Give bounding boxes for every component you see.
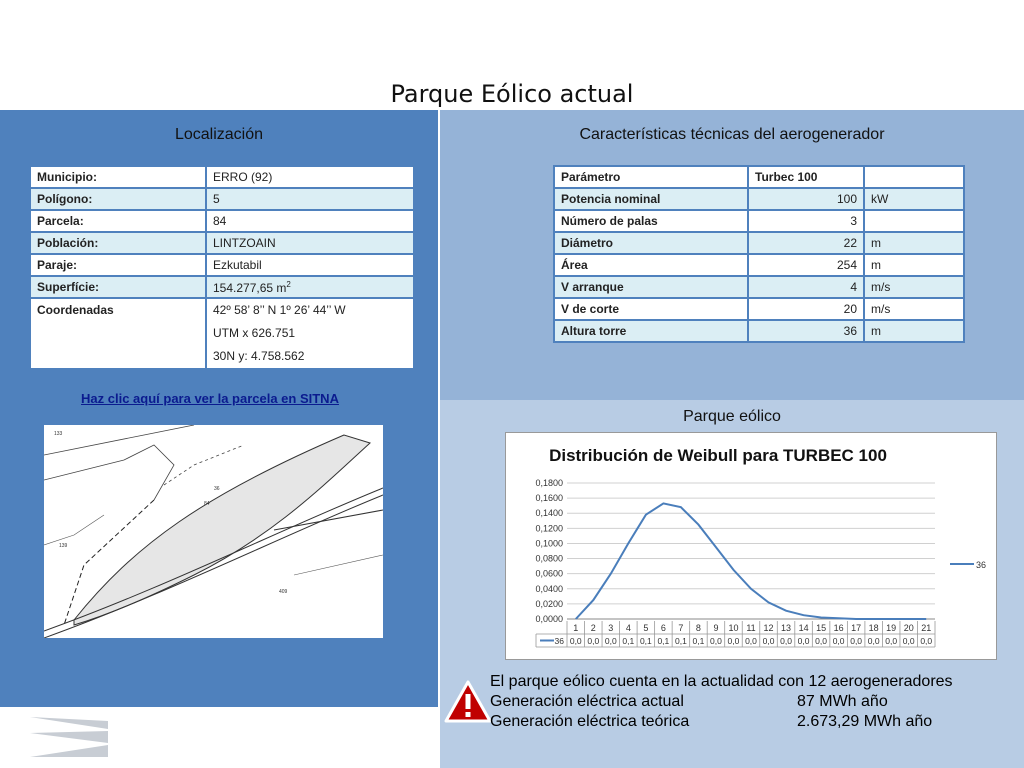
x-category-label: 2 bbox=[590, 623, 596, 633]
caracteristicas-panel bbox=[440, 110, 1024, 400]
table-value-label: 0,1 bbox=[692, 636, 705, 646]
header-param: Parámetro bbox=[554, 166, 748, 188]
table-row bbox=[554, 188, 964, 210]
table-row bbox=[30, 210, 414, 232]
table-header-row bbox=[554, 166, 964, 188]
x-category-label: 13 bbox=[781, 623, 792, 633]
table-value-label: 0,0 bbox=[885, 636, 898, 646]
map-label: 139 bbox=[59, 543, 68, 549]
table-row bbox=[30, 276, 414, 298]
x-category-label: 14 bbox=[798, 623, 809, 633]
y-tick-label: 0,1600 bbox=[535, 493, 563, 504]
x-category-label: 11 bbox=[746, 623, 756, 633]
coord-line: UTM x 626.751 bbox=[213, 326, 296, 340]
table-value-label: 0,0 bbox=[832, 636, 845, 646]
table-value-label: 0,0 bbox=[850, 636, 863, 646]
map-label: 409 bbox=[279, 589, 288, 595]
y-tick-label: 0,0800 bbox=[535, 553, 563, 564]
cell-unit bbox=[864, 210, 964, 232]
page-title: Parque Eólico actual bbox=[390, 80, 634, 108]
info-value: 2.673,29 MWh año bbox=[797, 713, 933, 730]
cell-label: Parcela: bbox=[30, 210, 206, 232]
table-row bbox=[30, 232, 414, 254]
cell-unit: m/s bbox=[864, 298, 964, 320]
y-tick-label: 0,0000 bbox=[535, 614, 563, 624]
x-category-label: 17 bbox=[851, 623, 862, 633]
cell-value: LINTZOAIN bbox=[206, 232, 414, 254]
table-row bbox=[30, 298, 414, 369]
cell-param: Área bbox=[554, 254, 748, 276]
coord-line: 42º 58’ 8’’ N 1º 26’ 44’’ W bbox=[213, 303, 346, 317]
table-value-label: 0,1 bbox=[622, 636, 635, 646]
table-value-label: 0,0 bbox=[727, 636, 740, 646]
header-model: Turbec 100 bbox=[748, 166, 864, 188]
table-value-label: 0,0 bbox=[569, 636, 582, 646]
table-value-label: 0,0 bbox=[587, 636, 600, 646]
map-label: 133 bbox=[54, 431, 63, 437]
cell-value: 36 bbox=[748, 320, 864, 342]
cell-param: Número de palas bbox=[554, 210, 748, 232]
parque-title: Parque eólico bbox=[683, 408, 781, 425]
sitna-link[interactable]: Haz clic aquí para ver la parcela en SITNA bbox=[81, 391, 339, 406]
info-line-1: El parque eólico cuenta en la actualidad con 12 aerogeneradores bbox=[490, 673, 953, 690]
cell-value: 3 bbox=[748, 210, 864, 232]
y-tick-label: 0,0400 bbox=[535, 583, 563, 594]
cell-unit: m bbox=[864, 254, 964, 276]
x-category-label: 5 bbox=[643, 623, 649, 633]
info-row bbox=[490, 693, 888, 711]
table-row bbox=[554, 276, 964, 298]
series-line-36 bbox=[576, 503, 926, 619]
table-value-label: 0,0 bbox=[902, 636, 915, 646]
cell-value: 100 bbox=[748, 188, 864, 210]
table-row bbox=[30, 188, 414, 210]
map-label: 36 bbox=[214, 486, 220, 492]
table-value-label: 0,0 bbox=[710, 636, 722, 646]
table-value-label: 0,0 bbox=[762, 636, 775, 646]
info-label: Generación eléctrica actual bbox=[490, 693, 684, 710]
table-row bbox=[554, 320, 964, 342]
cell-value bbox=[206, 298, 414, 369]
localizacion-panel bbox=[0, 110, 438, 707]
cell-unit: m bbox=[864, 320, 964, 342]
y-tick-label: 0,0600 bbox=[535, 568, 563, 579]
y-tick-label: 0,1200 bbox=[535, 523, 563, 534]
cell-value: 22 bbox=[748, 232, 864, 254]
table-value-label: 0,0 bbox=[797, 636, 810, 646]
y-tick-label: 0,1400 bbox=[535, 508, 563, 519]
weibull-chart bbox=[505, 432, 997, 660]
table-value-label: 0,1 bbox=[639, 636, 652, 646]
logo bbox=[30, 717, 108, 757]
cell-param: V arranque bbox=[554, 276, 748, 298]
x-category-label: 21 bbox=[921, 623, 932, 633]
x-category-label: 15 bbox=[816, 623, 827, 633]
x-category-label: 9 bbox=[713, 623, 719, 633]
superficie-value: 154.277,65 m bbox=[213, 280, 287, 295]
table-value-label: 0,1 bbox=[674, 636, 687, 646]
x-category-label: 18 bbox=[868, 623, 879, 633]
localizacion-title: Localización bbox=[174, 126, 264, 143]
cell-param: Diámetro bbox=[554, 232, 748, 254]
y-tick-label: 0,1800 bbox=[535, 478, 563, 488]
table-value-label: 0,0 bbox=[867, 636, 880, 646]
cell-value: 4 bbox=[748, 276, 864, 298]
cell-unit: m/s bbox=[864, 276, 964, 298]
x-category-label: 1 bbox=[573, 623, 579, 633]
info-value: 87 MWh año bbox=[797, 693, 888, 710]
cell-value: 84 bbox=[206, 210, 414, 232]
table-row bbox=[554, 298, 964, 320]
cell-label: Polígono: bbox=[30, 188, 206, 210]
x-category-label: 10 bbox=[728, 623, 739, 633]
cell-label: Coordenadas bbox=[30, 298, 206, 369]
cell-label: Superfície: bbox=[30, 276, 206, 298]
table-value-label: 0,0 bbox=[745, 636, 757, 646]
coord-line: 30N y: 4.758.562 bbox=[213, 349, 305, 363]
x-category-label: 12 bbox=[763, 623, 774, 633]
cell-param: Altura torre bbox=[554, 320, 748, 342]
table-value-label: 0,0 bbox=[815, 636, 828, 646]
chart-title: Distribución de Weibull para TURBEC 100 bbox=[549, 446, 887, 465]
cell-unit: kW bbox=[864, 188, 964, 210]
table-row bbox=[30, 254, 414, 276]
y-tick-label: 0,1000 bbox=[535, 538, 563, 549]
cell-label: Municipio: bbox=[30, 166, 206, 188]
parcel-map bbox=[44, 425, 383, 638]
x-category-label: 16 bbox=[833, 623, 844, 633]
table-row bbox=[554, 210, 964, 232]
x-category-label: 19 bbox=[886, 623, 897, 633]
chart-data-table bbox=[536, 621, 935, 647]
table-series-name: 36 bbox=[554, 636, 564, 646]
warning-icon bbox=[443, 679, 493, 725]
cell-value: 5 bbox=[206, 188, 414, 210]
table-value-label: 0,1 bbox=[657, 636, 670, 646]
chart-yticks bbox=[535, 478, 563, 624]
cell-label: Población: bbox=[30, 232, 206, 254]
table-row bbox=[30, 166, 414, 188]
table-value-label: 0,0 bbox=[780, 636, 792, 646]
table-value-label: 0,0 bbox=[920, 636, 933, 646]
cell-value: 20 bbox=[748, 298, 864, 320]
cell-unit: m bbox=[864, 232, 964, 254]
info-label: Generación eléctrica teórica bbox=[490, 713, 690, 730]
caracteristicas-title: Características técnicas del aerogenerador bbox=[579, 126, 885, 143]
superficie-unit-sup: 2 bbox=[286, 279, 291, 289]
parque-panel bbox=[440, 400, 1024, 768]
legend-label: 36 bbox=[976, 560, 987, 570]
info-row bbox=[490, 713, 932, 731]
x-category-label: 8 bbox=[695, 623, 701, 633]
cell-param: Potencia nominal bbox=[554, 188, 748, 210]
y-tick-label: 0,0200 bbox=[535, 598, 563, 609]
localizacion-table bbox=[29, 165, 415, 370]
x-category-label: 3 bbox=[608, 623, 614, 633]
table-value-label: 0,0 bbox=[604, 636, 617, 646]
x-category-label: 6 bbox=[660, 623, 666, 633]
cell-value: Ezkutabil bbox=[206, 254, 414, 276]
cell-value: 254 bbox=[748, 254, 864, 276]
map-label: 84 bbox=[204, 501, 210, 507]
cell-param: V de corte bbox=[554, 298, 748, 320]
header-unit bbox=[864, 166, 964, 188]
cell-value: ERRO (92) bbox=[206, 166, 414, 188]
x-category-label: 7 bbox=[678, 623, 684, 633]
cell-value bbox=[206, 276, 414, 298]
x-category-label: 20 bbox=[903, 623, 914, 633]
cell-label: Paraje: bbox=[30, 254, 206, 276]
chart-grid bbox=[567, 483, 935, 619]
table-row bbox=[554, 232, 964, 254]
table-row bbox=[554, 254, 964, 276]
caracteristicas-table bbox=[553, 165, 965, 343]
x-category-label: 4 bbox=[625, 623, 631, 633]
